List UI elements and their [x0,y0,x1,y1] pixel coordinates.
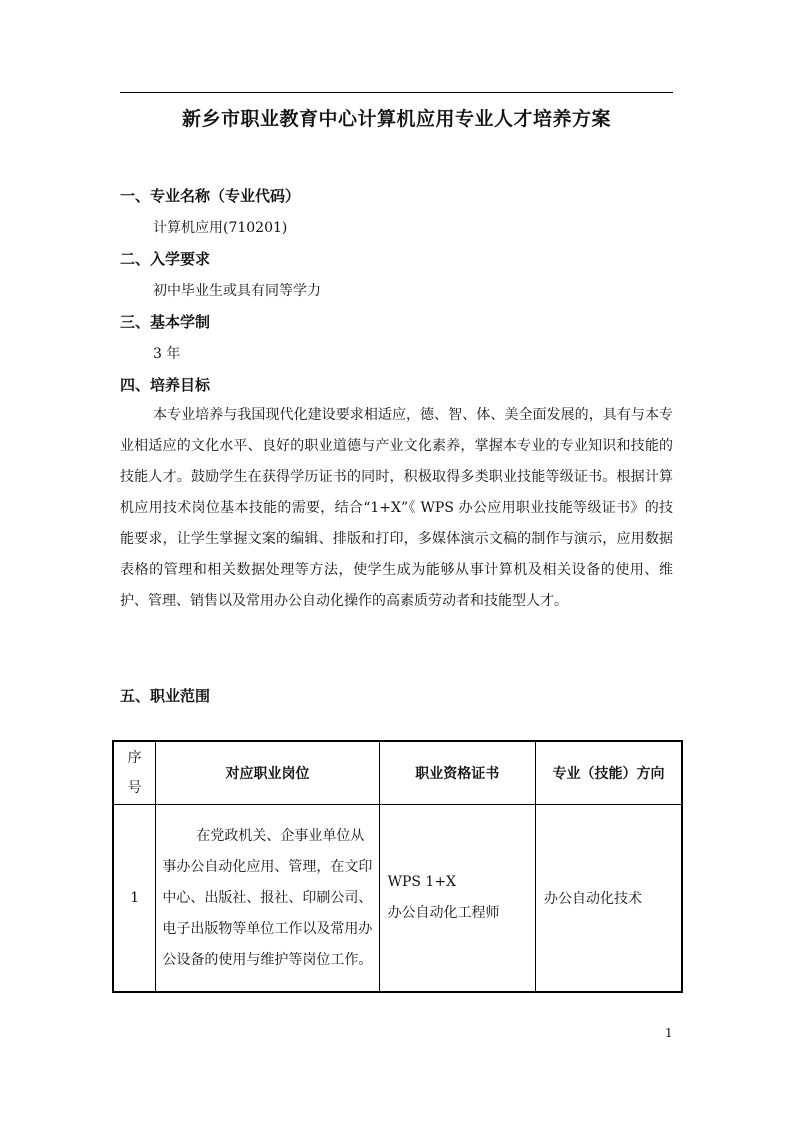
cell-post: 在党政机关、企事业单位从事办公自动化应用、管理，在文印中心、出版社、报社、印刷公司、电子出版物等单位工作以及常用办公设备的使用与维护等岗位工作。 [156,805,379,993]
cell-cert [379,805,535,993]
header-no-line1: 序 [127,750,142,766]
cell-direction: 办公自动化技术 [536,805,682,993]
cert-line1: WPS 1+X [387,874,457,890]
header-post: 对应职业岗位 [156,741,379,805]
section-heading-duration: 三、基本学制 [120,313,211,331]
section-heading-career-scope: 五、职业范围 [120,687,211,705]
document-title: 新乡市职业教育中心计算机应用专业人才培养方案 [181,108,611,130]
table-header-row [113,741,682,805]
major-name-text: 计算机应用(710201) [153,220,288,236]
cell-no: 1 [113,805,156,993]
header-no [113,741,156,805]
section-heading-major-name: 一、专业名称（专业代码） [120,187,301,205]
objectives-paragraph: 本专业培养与我国现代化建设要求相适应，德、智、体、美全面发展的，具有与本专业相适应的文化水平、良好的职业道德与产业文化素养，掌握本专业的专业知识和技能的技能人才。鼓励学生在获得学历证书的同时，积极取得多类职业技能等级证书。根据计算机应用技术岗位基本技能的需要，结合“1+X”《 WPS 办公应用职业技能等级证书》的技能要求，让学生掌握文案的编辑、排版和打印，多媒体演示文稿的制作与演示，应用数据表格的管理和相关数据处理等方法，使学生成为能够从事计算机及相关设备的使用、维护、管理、销售以及常用办公自动化操作的高素质劳动者和技能型人才。 [120,407,673,609]
table-row [113,805,682,993]
cert-line2: 办公自动化工程师 [387,905,500,921]
header-direction: 专业（技能）方向 [536,741,682,805]
page-number: 1 [665,1026,673,1040]
career-scope-table [112,740,683,993]
header-no-line2: 号 [127,780,142,796]
header-cert: 职业资格证书 [379,741,535,805]
header-rule [120,92,673,93]
admission-text: 初中毕业生或具有同等学力 [153,283,321,299]
duration-text: 3 年 [153,346,181,362]
section-heading-admission: 二、入学要求 [120,250,211,268]
section-heading-objectives: 四、培养目标 [120,376,211,394]
